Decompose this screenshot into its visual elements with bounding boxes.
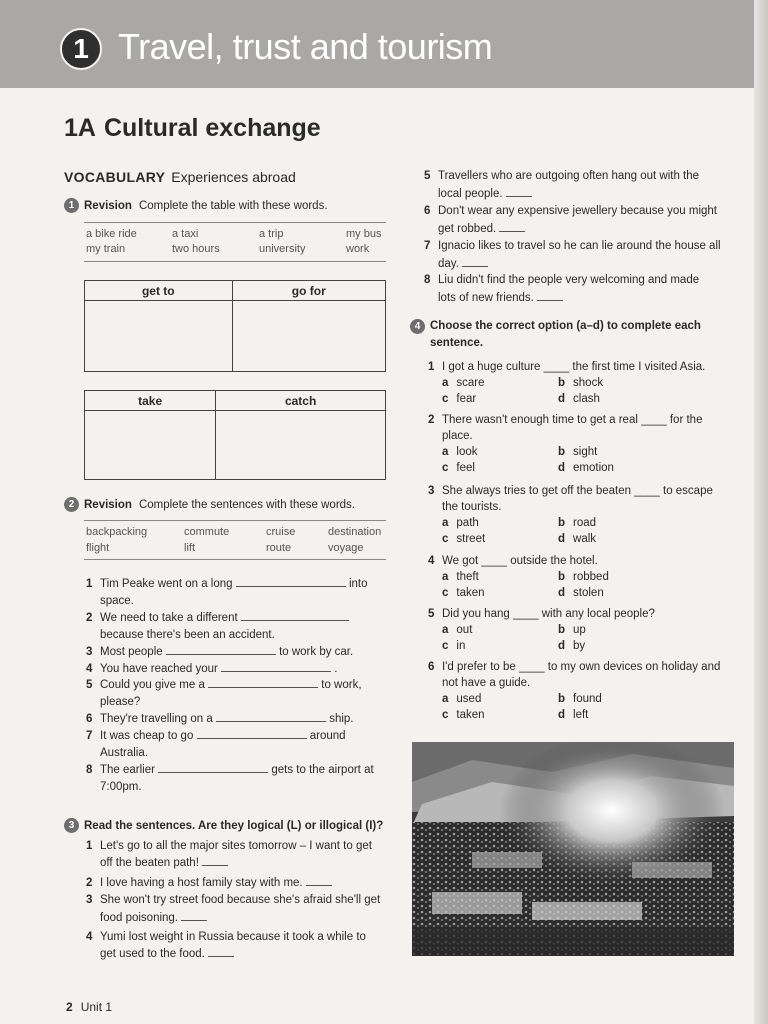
item-number: 5 <box>86 679 93 692</box>
option-text: road <box>573 517 597 529</box>
page-number: 2 <box>66 1000 73 1014</box>
item-number: 5 <box>428 608 435 620</box>
sentence-line <box>424 203 744 219</box>
sentence-text: Yumi lost weight in Russia because it took a while to <box>100 931 366 943</box>
exercise-instruction <box>430 318 701 352</box>
item-number: 4 <box>428 555 435 567</box>
answer-option[interactable] <box>442 707 485 723</box>
word: a bike ride <box>86 228 137 240</box>
option-letter: c <box>442 709 449 721</box>
option-letter: c <box>442 587 449 599</box>
sentence-text: I love having a host family stay with me. <box>100 877 303 889</box>
sentence-text: Most people <box>100 645 163 658</box>
word: lift <box>184 542 195 554</box>
question-line <box>428 359 738 375</box>
item-number: 6 <box>424 205 431 217</box>
exercise-instruction: Complete the sentences with these words. <box>138 498 355 511</box>
sentence-line <box>424 272 744 288</box>
sentence-text: space. <box>100 594 134 607</box>
exercise-number: 3 <box>64 818 79 833</box>
answer-option[interactable] <box>442 515 479 531</box>
exercise-2-heading <box>64 497 355 512</box>
option-letter: b <box>558 624 566 636</box>
sentence-line <box>86 728 386 744</box>
exercise-label: Revision <box>84 498 132 511</box>
sentence-text: Don't wear any expensive jewellery because you might <box>438 205 717 217</box>
sentence-text: day. <box>438 258 459 270</box>
sentence-line <box>86 610 386 626</box>
answer-option[interactable] <box>442 531 485 547</box>
question-text: She always tries to get off the beaten ____ to escape <box>442 485 713 497</box>
option-text: theft <box>456 571 479 583</box>
market-photo <box>412 742 734 956</box>
option-text: in <box>456 640 466 652</box>
answer-table-1 <box>84 280 386 372</box>
answer-blank[interactable] <box>158 763 268 773</box>
sentence-line <box>86 677 386 693</box>
sentence-text: Australia. <box>100 747 148 759</box>
option-text: fear <box>456 393 477 405</box>
question-line <box>428 412 738 428</box>
sentence-text: because there's been an accident. <box>100 628 275 641</box>
word-box-2 <box>84 520 386 560</box>
sentence-line <box>86 627 386 643</box>
option-text: emotion <box>573 462 614 474</box>
exercise-number: 1 <box>64 198 79 213</box>
option-letter: d <box>558 640 566 652</box>
option-text: found <box>573 693 602 705</box>
option-text: feel <box>456 462 475 474</box>
word: destination <box>328 526 382 538</box>
question-text: We got ____ outside the hotel. <box>442 555 598 567</box>
sentence-text: Could you give me a <box>100 679 205 692</box>
question-line <box>428 659 738 675</box>
exercise-label: Revision <box>84 199 132 212</box>
sentence-text: get robbed. <box>438 223 497 235</box>
option-text: taken <box>456 587 485 599</box>
answer-option[interactable] <box>442 638 465 654</box>
section-topic: Experiences abroad <box>171 169 296 185</box>
exercise-instruction: Read the sentences. Are they logical (L) or illogical (I)? <box>84 819 384 832</box>
question-line <box>428 606 738 622</box>
unit-title: Travel, trust and tourism <box>118 26 493 67</box>
option-letter: a <box>442 571 449 583</box>
sentence-text: Tim Peake went on a long <box>100 578 233 590</box>
night-market-image <box>412 742 734 956</box>
option-text: used <box>456 693 482 705</box>
answer-option[interactable] <box>442 622 472 638</box>
word: work <box>346 243 370 255</box>
word: route <box>266 542 292 554</box>
answer-option[interactable] <box>558 375 603 391</box>
exercise-number: 2 <box>64 497 79 512</box>
answer-blank[interactable] <box>202 856 228 866</box>
page-edge <box>754 0 768 1024</box>
table-header: go for <box>232 281 385 301</box>
sentence-text: around <box>309 730 346 743</box>
instruction-line: sentence. <box>430 337 484 349</box>
answer-blank[interactable] <box>537 291 563 301</box>
item-number: 3 <box>428 485 435 497</box>
sentence-line <box>424 256 744 272</box>
option-letter: d <box>558 587 566 599</box>
item-number: 4 <box>86 662 93 675</box>
option-text: robbed <box>573 571 609 583</box>
item-number: 7 <box>424 240 431 252</box>
sentence-text: 7:00pm. <box>100 780 142 793</box>
option-letter: d <box>558 393 566 405</box>
answer-blank[interactable] <box>462 257 488 267</box>
answer-cell[interactable] <box>216 411 386 480</box>
option-letter: d <box>558 709 566 721</box>
answer-cell[interactable] <box>232 301 385 372</box>
exercise-3-heading <box>64 818 385 833</box>
option-letter: d <box>558 462 566 474</box>
item-number: 1 <box>428 361 435 373</box>
answer-blank[interactable] <box>197 729 307 739</box>
sentence-text: to work by car. <box>279 645 354 658</box>
option-letter: b <box>558 517 566 529</box>
word: cruise <box>266 526 296 538</box>
question-text: not have a guide. <box>442 677 531 689</box>
instruction-line: Choose the correct option (a–d) to complete each <box>430 320 701 332</box>
option-text: shock <box>573 377 604 389</box>
word: commute <box>184 526 230 538</box>
word: two hours <box>172 243 220 255</box>
answer-option[interactable] <box>558 391 600 407</box>
sentence-line <box>424 186 744 202</box>
sentence-text: get used to the food. <box>100 948 205 960</box>
answer-option[interactable] <box>558 691 602 707</box>
question-line <box>428 553 738 569</box>
sentence-line <box>86 576 386 592</box>
answer-option[interactable] <box>558 638 585 654</box>
unit-banner <box>0 0 754 88</box>
option-text: left <box>573 709 589 721</box>
section-heading <box>64 169 296 185</box>
option-letter: c <box>442 640 449 652</box>
answer-table-2 <box>84 390 386 480</box>
word: my train <box>86 243 126 255</box>
answer-blank[interactable] <box>208 678 318 688</box>
unit-label: Unit 1 <box>80 1000 113 1014</box>
option-text: out <box>456 624 473 636</box>
question-text: I got a huge culture ____ the first time I visited Asia. <box>442 361 706 373</box>
sentence-text: The earlier <box>100 763 155 776</box>
item-number: 4 <box>86 931 93 943</box>
option-text: sight <box>573 446 598 458</box>
sentence-line <box>86 910 406 926</box>
item-number: 5 <box>424 170 431 182</box>
question-text: There wasn't enough time to get a real ____ for the <box>442 414 703 426</box>
answer-option[interactable] <box>558 531 596 547</box>
item-number: 3 <box>86 645 93 658</box>
option-text: by <box>573 640 586 652</box>
option-letter: a <box>442 624 449 636</box>
item-number: 8 <box>424 274 431 286</box>
question-line <box>428 483 738 499</box>
sentence-line <box>86 892 406 908</box>
sentence-line <box>86 946 406 962</box>
sentence-line <box>86 644 386 660</box>
answer-blank[interactable] <box>221 662 331 672</box>
answer-blank[interactable] <box>236 577 346 587</box>
sentence-text: We need to take a different <box>100 611 238 624</box>
sentence-text: lots of new friends. <box>438 292 534 304</box>
option-text: path <box>456 517 479 529</box>
item-number: 2 <box>86 611 93 624</box>
unit-number-badge: 1 <box>60 28 102 70</box>
answer-cell[interactable] <box>85 301 233 372</box>
answer-blank[interactable] <box>208 947 234 957</box>
answer-blank[interactable] <box>506 187 532 197</box>
answer-blank[interactable] <box>181 911 207 921</box>
sentence-text: It was cheap to go <box>100 730 194 743</box>
option-letter: b <box>558 446 566 458</box>
answer-option[interactable] <box>442 460 475 476</box>
item-number: 2 <box>428 414 435 426</box>
sentence-line <box>86 929 406 945</box>
sentence-text: . <box>334 662 338 675</box>
answer-blank[interactable] <box>306 876 332 886</box>
item-number: 1 <box>86 840 93 852</box>
option-letter: d <box>558 533 566 545</box>
lesson-name: Cultural exchange <box>103 114 321 142</box>
page-footer <box>66 1000 112 1014</box>
answer-option[interactable] <box>442 585 485 601</box>
exercise-instruction: Complete the table with these words. <box>138 199 328 212</box>
lesson-code: 1A <box>64 114 96 142</box>
word: voyage <box>328 542 364 554</box>
answer-option[interactable] <box>558 460 614 476</box>
sentence-line <box>86 875 406 891</box>
sentence-text: off the beaten path! <box>100 857 199 869</box>
table-header: catch <box>216 391 386 411</box>
sentence-line <box>424 238 744 254</box>
sentence-line <box>86 838 406 854</box>
option-letter: b <box>558 693 566 705</box>
sentence-line <box>424 168 744 184</box>
answer-option[interactable] <box>442 391 476 407</box>
answer-option[interactable] <box>558 622 586 638</box>
exercise-4-heading <box>410 318 730 352</box>
option-text: up <box>573 624 586 636</box>
sentence-text: Liu didn't find the people very welcoming and made <box>438 274 700 286</box>
sentence-line <box>86 855 406 871</box>
sentence-text: local people. <box>438 188 503 200</box>
option-text: taken <box>456 709 485 721</box>
sentence-text: Let's go to all the major sites tomorrow – I want to get <box>100 840 372 852</box>
question-text: Did you hang ____ with any local people? <box>442 608 655 620</box>
answer-option[interactable] <box>558 585 604 601</box>
answer-blank[interactable] <box>216 712 326 722</box>
section-label: VOCABULARY <box>64 169 166 185</box>
sentence-line <box>86 762 386 778</box>
exercise-1-heading <box>64 198 328 213</box>
option-text: scare <box>456 377 485 389</box>
option-text: look <box>456 446 478 458</box>
option-letter: b <box>558 377 566 389</box>
option-letter: a <box>442 693 449 705</box>
question-line <box>442 675 752 691</box>
answer-option[interactable] <box>558 707 588 723</box>
question-line <box>442 499 752 515</box>
option-letter: a <box>442 377 449 389</box>
answer-option[interactable] <box>442 569 479 585</box>
sentence-text: Ignacio likes to travel so he can lie around the house all <box>438 240 721 252</box>
word: a taxi <box>172 228 199 240</box>
sentence-line <box>86 661 386 677</box>
sentence-text: please? <box>100 696 141 709</box>
option-letter: c <box>442 533 449 545</box>
answer-option[interactable] <box>558 515 596 531</box>
question-text: place. <box>442 430 473 442</box>
exercise-number: 4 <box>410 319 425 334</box>
word: my bus <box>346 228 382 240</box>
question-text: the tourists. <box>442 501 502 513</box>
sentence-line <box>86 779 386 795</box>
sentence-text: She won't try street food because she's afraid she'll get <box>100 894 381 906</box>
answer-option[interactable] <box>558 569 609 585</box>
option-letter: a <box>442 446 449 458</box>
answer-blank[interactable] <box>241 611 349 621</box>
sentence-text: gets to the airport at <box>271 763 374 776</box>
item-number: 6 <box>428 661 435 673</box>
sentence-line <box>86 694 386 710</box>
sentence-text: You have reached your <box>100 662 218 675</box>
word: backpacking <box>86 526 148 538</box>
word: flight <box>86 542 110 554</box>
option-letter: b <box>558 571 566 583</box>
item-number: 6 <box>86 713 93 726</box>
answer-option[interactable] <box>442 444 478 460</box>
item-number: 2 <box>86 877 93 889</box>
sentence-text: Travellers who are outgoing often hang out with the <box>438 170 700 182</box>
option-text: walk <box>573 533 597 545</box>
sentence-line <box>424 221 744 237</box>
sentence-text: food poisoning. <box>100 912 179 924</box>
question-text: I'd prefer to be ____ to my own devices on holiday and <box>442 661 721 673</box>
answer-cell[interactable] <box>85 411 216 480</box>
word: a trip <box>259 228 284 240</box>
sentence-text: They're travelling on a <box>100 713 213 726</box>
answer-blank[interactable] <box>166 645 276 655</box>
word: university <box>259 243 306 255</box>
sentence-line <box>86 593 386 609</box>
answer-option[interactable] <box>442 691 481 707</box>
question-line <box>442 428 752 444</box>
lesson-title <box>64 114 321 143</box>
option-letter: c <box>442 393 449 405</box>
item-number: 1 <box>86 578 93 590</box>
word-box-1 <box>84 222 386 262</box>
option-text: clash <box>573 393 600 405</box>
item-number: 8 <box>86 763 93 776</box>
option-text: street <box>456 533 486 545</box>
sentence-line <box>86 745 386 761</box>
option-text: stolen <box>573 587 604 599</box>
sentence-line <box>86 711 386 727</box>
option-letter: a <box>442 517 449 529</box>
sentence-line <box>424 290 744 306</box>
answer-blank[interactable] <box>499 222 525 232</box>
sentence-text: to work, <box>321 679 362 692</box>
sentence-text: ship. <box>329 713 354 726</box>
item-number: 7 <box>86 730 93 743</box>
item-number: 3 <box>86 894 93 906</box>
sentence-text: into <box>348 578 368 590</box>
table-header: take <box>85 391 216 411</box>
answer-option[interactable] <box>558 444 597 460</box>
table-header: get to <box>85 281 233 301</box>
option-letter: c <box>442 462 449 474</box>
answer-option[interactable] <box>442 375 485 391</box>
